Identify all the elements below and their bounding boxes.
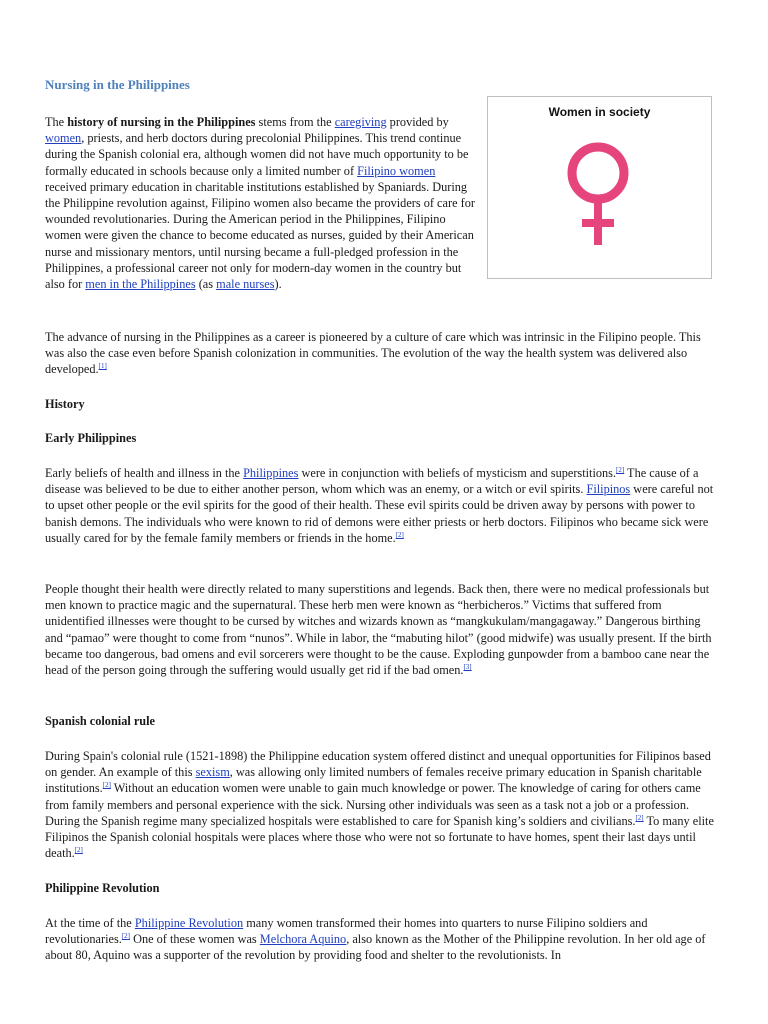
text-run: At the time of the: [45, 916, 135, 930]
link-women[interactable]: women: [45, 131, 82, 146]
link-male-nurses[interactable]: male nurses: [216, 277, 275, 292]
text-run: were careful not to upset other people or the evil spirits for the good of their health. These evil spirits could be driven away by persons with power to banish demons. The individuals who were known to rid of demons were either priests or herb doctors. Filipinos who became sick were usually cared for by the female family members or friends in the home.: [45, 482, 714, 545]
heading-philippine-revolution: Philippine Revolution: [45, 881, 160, 895]
text-run: , priests, and herb doctors during precolonial Philippines. This trend continue during the Spanish colonial era, although women did not have much opportunity to be formally educated in schools because only a limited number of: [45, 131, 469, 178]
text-run: were in conjunction with beliefs of mysticism and superstitions.: [298, 466, 617, 480]
citation-link[interactable]: [2]: [74, 846, 83, 855]
text-run: , was allowing only limited numbers of females receive primary education in Spanish charitable institutions.: [45, 765, 702, 796]
text-run: The: [45, 115, 68, 129]
citation-link[interactable]: [3]: [463, 663, 472, 672]
text-run: One of these women was: [130, 932, 260, 947]
link-filipino-women[interactable]: Filipino women: [357, 163, 436, 178]
citation-link[interactable]: [2]: [616, 466, 625, 474]
citation-link[interactable]: [2]: [635, 813, 644, 822]
sidebox-caption: Women in society: [548, 105, 651, 119]
text-run: Early beliefs of health and illness in the: [45, 466, 244, 480]
early-paragraph-1: [45, 465, 721, 546]
venus-symbol-icon: [558, 137, 638, 249]
heading-spanish-colonial-rule: Spanish colonial rule: [45, 714, 156, 728]
text-run: During Spain's colonial rule (1521-1898) the Philippine education system offered distinct and unequal opportunities for Filipinos based on gender. An example of this: [45, 749, 711, 780]
heading-history: History: [45, 397, 85, 411]
advance-paragraph: [45, 329, 721, 378]
page-title: Nursing in the Philippines: [45, 77, 190, 92]
text-run: People thought their health were directly related to many superstitions and legends. Back then, there were no medical professionals but men known to practice magic and the supernatural. These herb men were known as “herbicheros.” Victims that suffered from unidentified illnesses were thought to be cursed by witches and wizards known as “mangkukulam/mangagaway.” Dangerous birthing and “pamao” were thought to come from “nunos”. While in labor, the “mabuting hilot” (good midwife) was usually present. If the birth became too dangerous, bad omens and evil sorcerers were thought to be the cause. Exploding gunpowder from a bamboo cane near the head of the person going through the suffering would usually get rid if the bad omen.: [45, 582, 712, 678]
text-run: The cause of a disease was believed to be due to either another person, whom which was an enemy, or a witch or evil spirits.: [45, 466, 699, 497]
text-run: The advance of nursing in the Philippines as a career is pioneered by a culture of care which was intrinsic in the Filipino people. This was also the case even before Spanish colonization in communities. The evolution of the way the health system was delivered also developed.: [45, 330, 701, 377]
text-run: Without an education women were unable to gain much knowledge or power. The knowledge of caring for others came from family members and personal experience with the sick. Nursing other individuals was seen as a task not a job or a profession. During the Spanish regime many specialized hospitals were established to care for Spanish king’s soldiers and civilians.: [45, 781, 701, 828]
link-caregiving[interactable]: caregiving: [334, 115, 387, 129]
text-run: many women transformed their homes into quarters to nurse Filipino soldiers and revolutionaries.: [45, 916, 648, 947]
link-filipinos[interactable]: Filipinos: [586, 482, 631, 497]
women-in-society-sidebox: [487, 96, 712, 279]
bold-term: history of nursing in the Philippines: [67, 115, 256, 129]
link-sexism[interactable]: sexism: [195, 765, 230, 780]
heading-early-philippines: Early Philippines: [45, 431, 137, 445]
link-philippines[interactable]: Philippines: [243, 466, 299, 480]
intro-paragraph: [45, 114, 475, 292]
citation-link[interactable]: [1]: [98, 362, 107, 371]
text-run: To many elite Filipinos the Spanish colonial hospitals were places where those who were not so fortunate to have homes, spent their last days until death.: [45, 813, 714, 861]
citation-link[interactable]: [2]: [102, 781, 111, 790]
citation-link[interactable]: [2]: [121, 932, 131, 941]
link-men-in-the-philippines[interactable]: men in the Philippines: [85, 277, 196, 292]
text-run: provided by: [386, 115, 449, 129]
early-paragraph-2: [45, 581, 721, 678]
text-run: , also known as the Mother of the Philippine revolution. In her old age of about 80, Aquino was a supporter of the revolution by providing food and shelter to the revolutionists. In: [45, 932, 706, 963]
link-philippine-revolution[interactable]: Philippine Revolution: [134, 916, 244, 930]
revolution-paragraph: [45, 915, 721, 964]
text-run: (as: [195, 277, 217, 292]
citation-link[interactable]: [2]: [395, 530, 404, 539]
spanish-paragraph: [45, 748, 721, 861]
link-melchora-aquino[interactable]: Melchora Aquino: [259, 932, 347, 947]
text-run: ).: [274, 277, 282, 292]
text-run: received primary education in charitable institutions established by Spaniards. During the Philippine revolution against, Filipino women also became the providers of care for wounded revolutionaries. During the American period in the Philippines, Filipino women were given the chance to become educated as nurses, guided by their American nurse and missionary mentors, until nursing became a full-pledged profession in the Philippines, a professional career not only for modern-day women in the country but also for: [45, 179, 475, 292]
text-run: stems from the: [255, 115, 335, 129]
